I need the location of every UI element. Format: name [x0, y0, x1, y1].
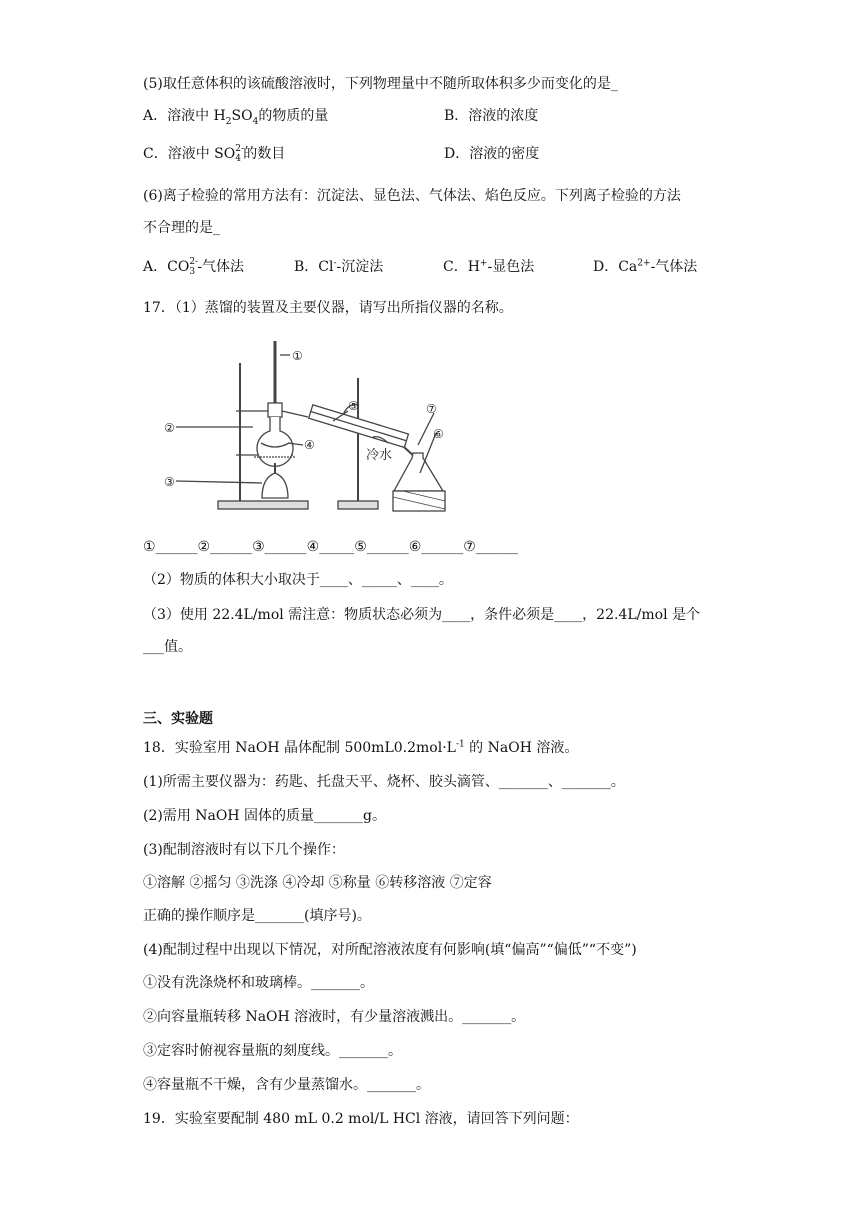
stand-base-right: [338, 501, 378, 509]
q17-stem: 17．（1）蒸馏的装置及主要仪器，请写出所指仪器的名称。: [143, 300, 513, 316]
flask-stopper: [268, 403, 282, 417]
q18-item-4: ④容量瓶不干燥，含有少量蒸馏水。_______。: [143, 1077, 430, 1093]
figure-text-cold-water: 冷水: [366, 448, 393, 463]
figure-label-6: ⑥: [433, 427, 444, 441]
figure-label-4: ④: [304, 438, 315, 452]
q18-order: 正确的操作顺序是_______(填序号)。: [143, 908, 371, 924]
q18-item-2: ②向容量瓶转移 NaOH 溶液时，有少量溶液溅出。_______。: [143, 1009, 526, 1025]
q16-p6-option-d: D．$Ca^{2+}-$气体法: [593, 258, 698, 275]
figure-label-3: ③: [164, 475, 175, 489]
q16-p6-stem-line1: (6)离子检验的常用方法有：沉淀法、显色法、气体法、焰色反应。下列离子检验的方法: [143, 188, 681, 204]
leader-3: [176, 481, 262, 483]
figure-label-1: ①: [292, 349, 303, 363]
q17-blanks: ①______②______③______④_____⑤______⑥______⑦______: [143, 539, 518, 555]
q16-p6-option-a: A．CO 2- 3 -气体法: [143, 257, 245, 277]
q17-p3-line1: （3）使用 22.4L/mol 需注意：物质状态必须为____，条件必须是____，22.4L/mol 是个: [143, 607, 700, 623]
q18-stem: 18．实验室用 NaOH 晶体配制 $500mL0.2mol\cdot L^{-1}$ 的 NaOH 溶液。: [143, 739, 579, 756]
side-arm: [282, 411, 308, 417]
alcohol-lamp: [262, 473, 288, 498]
conical-flask: [394, 453, 443, 491]
leader-7: [418, 413, 434, 445]
q18-p1: (1)所需主要仪器为：药匙、托盘天平、烧杯、胶头滴管、_______、_______。: [143, 774, 625, 790]
distillation-apparatus-figure: [158, 333, 458, 523]
stand-base-left: [218, 501, 308, 509]
q18-item-1: ①没有洗涤烧杯和玻璃棒。_______。: [143, 975, 374, 991]
q16-p5-option-b: B．溶液的浓度: [444, 108, 539, 124]
support-block: [393, 491, 445, 511]
q16-p5-option-d: D．溶液的密度: [444, 146, 540, 162]
figure-label-7: ⑦: [426, 402, 437, 416]
q19-stem: 19．实验室要配制 480 mL 0.2 mol/L HCl 溶液，请回答下列问题：: [143, 1111, 579, 1127]
q17-p3-line2: ___值。: [143, 639, 192, 655]
q16-p6-option-b: B．Cl--沉淀法: [294, 258, 384, 275]
q18-operations: ①溶解 ②摇匀 ③洗涤 ④冷却 ⑤称量 ⑥转移溶液 ⑦定容: [143, 875, 492, 891]
q18-p2: (2)需用 NaOH 固体的质量_______g。: [143, 808, 386, 824]
q16-p6-stem-line2: 不合理的是_: [143, 220, 220, 236]
q18-p4: (4)配制过程中出现以下情况，对所配溶液浓度有何影响(填“偏高”“偏低”“不变”): [143, 942, 637, 958]
q18-item-3: ③定容时俯视容量瓶的刻度线。_______。: [143, 1043, 402, 1059]
distilling-flask: [257, 417, 293, 466]
q17-p2: （2）物质的体积大小取决于____、_____、____。: [143, 572, 453, 588]
q16-p5-stem: (5)取任意体积的该硫酸溶液时，下列物理量中不随所取体积多少而变化的是_: [143, 76, 618, 92]
q16-p5-option-c: C．溶液中 SO 2- 4 的数目: [143, 144, 286, 164]
q18-p3: (3)配制溶液时有以下几个操作：: [143, 842, 345, 858]
figure-label-5: ⑤: [348, 399, 359, 413]
q16-p5-option-a: A．溶液中 $H_2SO_4$的物质的量: [143, 108, 329, 127]
figure-label-2: ②: [164, 421, 175, 435]
section-title: 三、实验题: [143, 711, 213, 727]
q16-p6-option-c: C．H+-显色法: [443, 258, 535, 275]
